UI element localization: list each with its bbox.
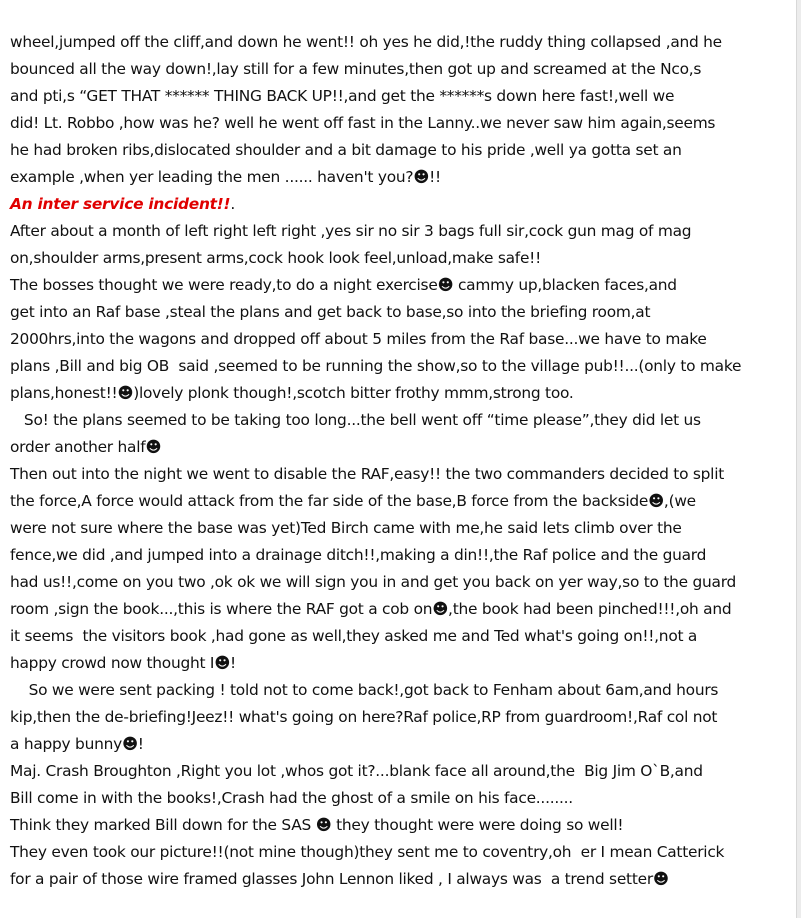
frame-edge	[796, 0, 801, 918]
section-heading: An inter service incident!!	[10, 195, 231, 213]
text-line: So we were sent packing ! told not to come back!,got back to Fenham about 6am,and hours	[10, 681, 719, 699]
text-line: order another half☻	[10, 438, 162, 456]
text-line: room ,sign the book...,this is where the RAF got a cob on☻,the book had been pinched!!!,oh and	[10, 600, 732, 618]
text-line: did! Lt. Robbo ,how was he? well he went off fast in the Lanny..we never saw him again,seems	[10, 114, 716, 132]
section-heading-line	[10, 191, 790, 218]
text-line: were not sure where the base was yet)Ted Birch came with me,he said lets climb over the	[10, 519, 682, 537]
text-line: wheel,jumped off the cliff,and down he went!! oh yes he did,!the ruddy thing collapsed ,and he	[10, 33, 722, 51]
text-line: 2000hrs,into the wagons and dropped off about 5 miles from the Raf base...we have to make	[10, 330, 707, 348]
text-line: They even took our picture!!(not mine though)they sent me to coventry,oh er I mean Catterick	[10, 843, 725, 861]
text-line: The bosses thought we were ready,to do a night exercise☻ cammy up,blacken faces,and	[10, 276, 677, 294]
text-line: Bill come in with the books!,Crash had the ghost of a smile on his face........	[10, 789, 573, 807]
text-line: he had broken ribs,dislocated shoulder and a bit damage to his pride ,well ya gotta set an	[10, 141, 682, 159]
text-line: kip,then the de-briefing!Jeez!! what's going on here?Raf police,RP from guardroom!,Raf col not	[10, 708, 718, 726]
text-line: fence,we did ,and jumped into a drainage ditch!!,making a din!!,the Raf police and the guard	[10, 546, 707, 564]
text-line: After about a month of left right left right ,yes sir no sir 3 bags full sir,cock gun mag of mag	[10, 222, 692, 240]
text-line: had us!!,come on you two ,ok ok we will sign you in and get you back on yer way,so to the guard	[10, 573, 737, 591]
text-line: the force,A force would attack from the far side of the base,B force from the backside☻,(we	[10, 492, 696, 510]
heading-suffix: .	[230, 195, 235, 213]
text-line: plans ,Bill and big OB said ,seemed to be running the show,so to the village pub!!...(only to make	[10, 357, 742, 375]
text-line: on,shoulder arms,present arms,cock hook look feel,unload,make safe!!	[10, 249, 542, 267]
text-line: get into an Raf base ,steal the plans and get back to base,so into the briefing room,at	[10, 303, 651, 321]
text-line: bounced all the way down!,lay still for a few minutes,then got up and screamed at the Nco,s	[10, 60, 702, 78]
text-line: example ,when yer leading the men ...... haven't you?☻!!	[10, 168, 441, 186]
text-line: and pti,s “GET THAT ****** THING BACK UP!!,and get the ******s down here fast!,well we	[10, 87, 675, 105]
text-line: Then out into the night we went to disable the RAF,easy!! the two commanders decided to split	[10, 465, 725, 483]
text-line: it seems the visitors book ,had gone as well,they asked me and Ted what's going on!!,not a	[10, 627, 698, 645]
text-line: Maj. Crash Broughton ,Right you lot ,whos got it?...blank face all around,the Big Jim O`B,and	[10, 762, 703, 780]
text-line: So! the plans seemed to be taking too long...the bell went off “time please”,they did let us	[10, 411, 701, 429]
text-line: happy crowd now thought I☻!	[10, 654, 236, 672]
text-line: plans,honest!!☻)lovely plonk though!,scotch bitter frothy mmm,strong too.	[10, 384, 574, 402]
text-line: a happy bunny☻!	[10, 735, 144, 753]
text-line: Think they marked Bill down for the SAS ☻ they thought were were doing so well!	[10, 816, 624, 834]
text-line: for a pair of those wire framed glasses John Lennon liked , I always was a trend setter☻	[10, 870, 669, 888]
document-body	[10, 29, 790, 893]
